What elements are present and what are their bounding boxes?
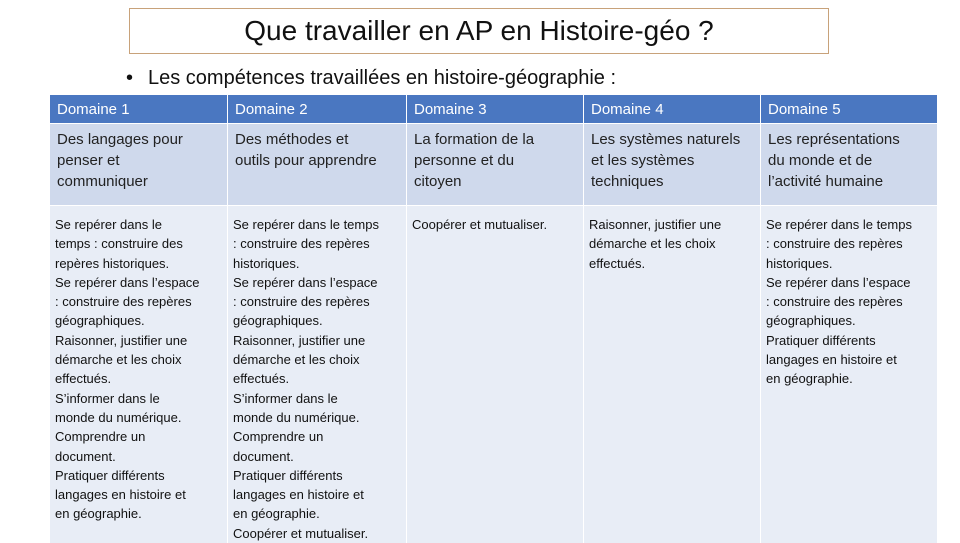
competence-line: : construire des repères (55, 292, 223, 311)
competence-line: effectués. (589, 254, 756, 273)
competence-line: langages en histoire et (233, 485, 402, 504)
description-line: communiquer (57, 171, 220, 192)
competence-line: Se repérer dans l’espace (766, 273, 933, 292)
competences-cell (228, 206, 407, 543)
competence-line: monde du numérique. (55, 408, 223, 427)
competence-line: monde du numérique. (233, 408, 402, 427)
competence-line: Comprendre un (233, 427, 402, 446)
description-cell (50, 124, 228, 206)
description-line: l’activité humaine (768, 171, 930, 192)
header-domaine-4: Domaine 4 (584, 95, 761, 124)
competence-line: langages en histoire et (55, 485, 223, 504)
competence-line: S’informer dans le (55, 389, 223, 408)
competence-line: en géographie. (766, 369, 933, 388)
description-line: Les représentations (768, 129, 930, 150)
competence-line: Pratiquer différents (766, 331, 933, 350)
competences-row (50, 206, 938, 543)
competence-line: historiques. (233, 254, 402, 273)
competence-line: : construire des repères (233, 292, 402, 311)
competence-line: démarche et les choix (589, 234, 756, 253)
competence-line: temps : construire des (55, 234, 223, 253)
description-line: Des méthodes et (235, 129, 399, 150)
subtitle-bullet (126, 67, 616, 90)
subtitle-text: Les compétences travaillées en histoire-géographie : (148, 67, 616, 89)
competence-line: démarche et les choix (233, 350, 402, 369)
competence-line: : construire des repères (766, 234, 933, 253)
competence-line: langages en histoire et (766, 350, 933, 369)
description-cell (584, 124, 761, 206)
description-line: La formation de la (414, 129, 576, 150)
description-line: personne et du (414, 150, 576, 171)
competence-line: document. (55, 447, 223, 466)
competence-line: Raisonner, justifier une (233, 331, 402, 350)
competence-line: Raisonner, justifier une (55, 331, 223, 350)
header-domaine-2: Domaine 2 (228, 95, 407, 124)
competence-line: effectués. (55, 369, 223, 388)
competence-line: Se repérer dans l’espace (55, 273, 223, 292)
competence-line: effectués. (233, 369, 402, 388)
description-cell (761, 124, 938, 206)
description-line: et les systèmes (591, 150, 753, 171)
competences-table (49, 95, 938, 543)
competences-cell (584, 206, 761, 543)
competence-line: repères historiques. (55, 254, 223, 273)
competences-cell (407, 206, 584, 543)
competence-line: Coopérer et mutualiser. (412, 215, 579, 234)
competences-cell (50, 206, 228, 543)
description-line: outils pour apprendre (235, 150, 399, 171)
competence-line: en géographie. (233, 504, 402, 523)
description-cell (228, 124, 407, 206)
competences-cell (761, 206, 938, 543)
description-line: penser et (57, 150, 220, 171)
competence-line: Se repérer dans le temps (766, 215, 933, 234)
competence-line: : construire des repères (233, 234, 402, 253)
competence-line: Coopérer et mutualiser. (233, 524, 402, 543)
competence-line: géographiques. (55, 311, 223, 330)
bullet-icon: • (126, 67, 148, 90)
description-row (50, 124, 938, 206)
description-cell (407, 124, 584, 206)
header-domaine-1: Domaine 1 (50, 95, 228, 124)
slide-title: Que travailler en AP en Histoire-géo ? (129, 8, 829, 54)
competence-line: Se repérer dans l’espace (233, 273, 402, 292)
competence-line: document. (233, 447, 402, 466)
description-line: techniques (591, 171, 753, 192)
competence-line: Pratiquer différents (233, 466, 402, 485)
competence-line: : construire des repères (766, 292, 933, 311)
description-line: du monde et de (768, 150, 930, 171)
competence-line: Pratiquer différents (55, 466, 223, 485)
description-line: Des langages pour (57, 129, 220, 150)
table-header-row (50, 95, 938, 124)
header-domaine-3: Domaine 3 (407, 95, 584, 124)
header-domaine-5: Domaine 5 (761, 95, 938, 124)
competence-line: géographiques. (233, 311, 402, 330)
competence-line: Se repérer dans le temps (233, 215, 402, 234)
competence-line: démarche et les choix (55, 350, 223, 369)
competence-line: Raisonner, justifier une (589, 215, 756, 234)
competence-line: Se repérer dans le (55, 215, 223, 234)
competence-line: géographiques. (766, 311, 933, 330)
competence-line: Comprendre un (55, 427, 223, 446)
competence-line: S’informer dans le (233, 389, 402, 408)
competence-line: en géographie. (55, 504, 223, 523)
competence-line: historiques. (766, 254, 933, 273)
description-line: citoyen (414, 171, 576, 192)
description-line: Les systèmes naturels (591, 129, 753, 150)
